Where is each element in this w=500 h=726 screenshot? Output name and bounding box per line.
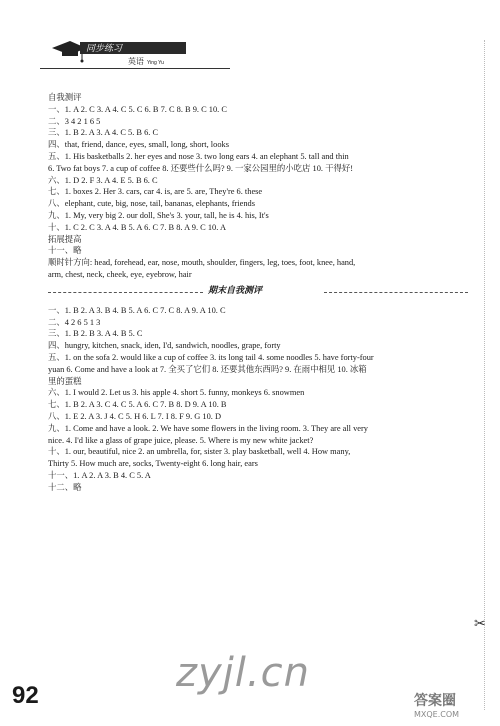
corner-logo: 答案圈 (414, 693, 456, 709)
answer-line: 里的蛋糕 (48, 376, 82, 386)
answer-line: 四、hungry, kitchen, snack, iden, I'd, sandwich, noodles, grape, forty (48, 341, 281, 351)
answer-line: 十一、略 (48, 246, 82, 256)
answer-line: 五、1. on the sofa 2. would like a cup of coffee 3. its long tail 4. some noodles 5. have forty-four (48, 352, 374, 362)
answer-line: 四、that, friend, dance, eyes, small, long, short, looks (48, 140, 229, 150)
cut-line (484, 40, 485, 710)
header-rule (40, 68, 230, 69)
answer-line: nice. 4. I'd like a glass of grape juice, please. 5. Where is my new white jacket? (48, 435, 314, 445)
answer-line: 十、1. our, beautiful, nice 2. an umbrella, for, sister 3. play basketball, well 4. How many, (48, 447, 351, 457)
answer-line: arm, chest, neck, cheek, eye, eyebrow, hair (48, 269, 192, 279)
page-header (40, 38, 240, 72)
answer-line: 一、1. B 2. A 3. B 4. B 5. A 6. C 7. C 8. A 9. A 10. C (48, 305, 226, 315)
answer-line: 七、1. B 2. A 3. C 4. C 5. A 6. C 7. B 8. D 9. A 10. B (48, 400, 227, 410)
answer-line: 十、1. C 2. C 3. A 4. B 5. A 6. C 7. B 8. A 9. C 10. A (48, 222, 226, 232)
answer-line: 九、1. My, very big 2. our doll, She's 3. your, tall, he is 4. his, It's (48, 210, 269, 220)
watermark: zyjl.cn (176, 650, 310, 696)
answer-line: 九、1. Come and have a look. 2. We have some flowers in the living room. 3. They are all very (48, 423, 368, 433)
answer-line: Thirty 5. How much are, socks, Twenty-eight 6. long hair, ears (48, 459, 258, 469)
page-number: 92 (12, 682, 39, 709)
answer-line: 三、1. B 2. A 3. A 4. C 5. B 6. C (48, 128, 159, 138)
answer-line: 八、elephant, cute, big, nose, tail, bananas, elephants, friends (48, 199, 255, 209)
answer-line: 一、1. A 2. C 3. A 4. C 5. C 6. B 7. C 8. B 9. C 10. C (48, 104, 227, 114)
subject-text: 英语 (128, 57, 144, 66)
answer-line: 十一、1. A 2. A 3. B 4. C 5. A (48, 470, 151, 480)
answer-line: 五、1. His basketballs 2. her eyes and nose 3. two long ears 4. an elephant 5. tall and thin (48, 151, 349, 161)
answer-line: 八、1. E 2. A 3. J 4. C 5. H 6. L 7. I 8. F 9. G 10. D (48, 411, 222, 421)
answer-line: 二、3 4 2 1 6 5 (48, 116, 101, 126)
answer-line: 二、4 2 6 5 1 3 (48, 317, 101, 327)
answer-line: 六、1. D 2. F 3. A 4. E 5. B 6. C (48, 175, 158, 185)
answer-line: 十二、略 (48, 482, 82, 492)
answer-content (48, 91, 468, 494)
header-banner: 同步练习 (80, 42, 186, 54)
section-final-test (48, 305, 468, 494)
answer-line: 拓展提高 (48, 234, 82, 244)
divider-line-right (324, 292, 468, 293)
section-self-test (48, 104, 468, 281)
section-title: 自我测评 (48, 93, 82, 102)
scissors-icon: ✂ (474, 617, 486, 632)
corner-logo-sub: MXQE.COM (414, 710, 460, 719)
answer-line: yuan 6. Come and have a look at 7. 全买了它们 8. 还要其他东西吗? 9. 在雨中相见 10. 冰箱 (48, 364, 367, 374)
answer-line: 6. Two fat boys 7. a cup of coffee 8. 还要些什么吗? 9. 一家公园里的小吃店 10. 干得好! (48, 163, 353, 173)
answer-line: 三、1. B 2. B 3. A 4. B 5. C (48, 329, 143, 339)
subject-label (128, 56, 164, 67)
divider-title: 期末自我测评 (208, 284, 263, 295)
subject-pinyin: Ying Yu (147, 60, 164, 66)
answer-line: 七、1. boxes 2. Her 3. cars, car 4. is, are 5. are, They're 6. these (48, 187, 263, 197)
divider-line-left (48, 292, 203, 293)
answer-line: 六、1. I would 2. Let us 3. his apple 4. short 5. funny, monkeys 6. snowmen (48, 388, 305, 398)
answer-line: 顺时针方向: head, forehead, ear, nose, mouth, shoulder, fingers, leg, toes, foot, knee, hand, (48, 258, 356, 268)
section-divider (48, 285, 468, 299)
